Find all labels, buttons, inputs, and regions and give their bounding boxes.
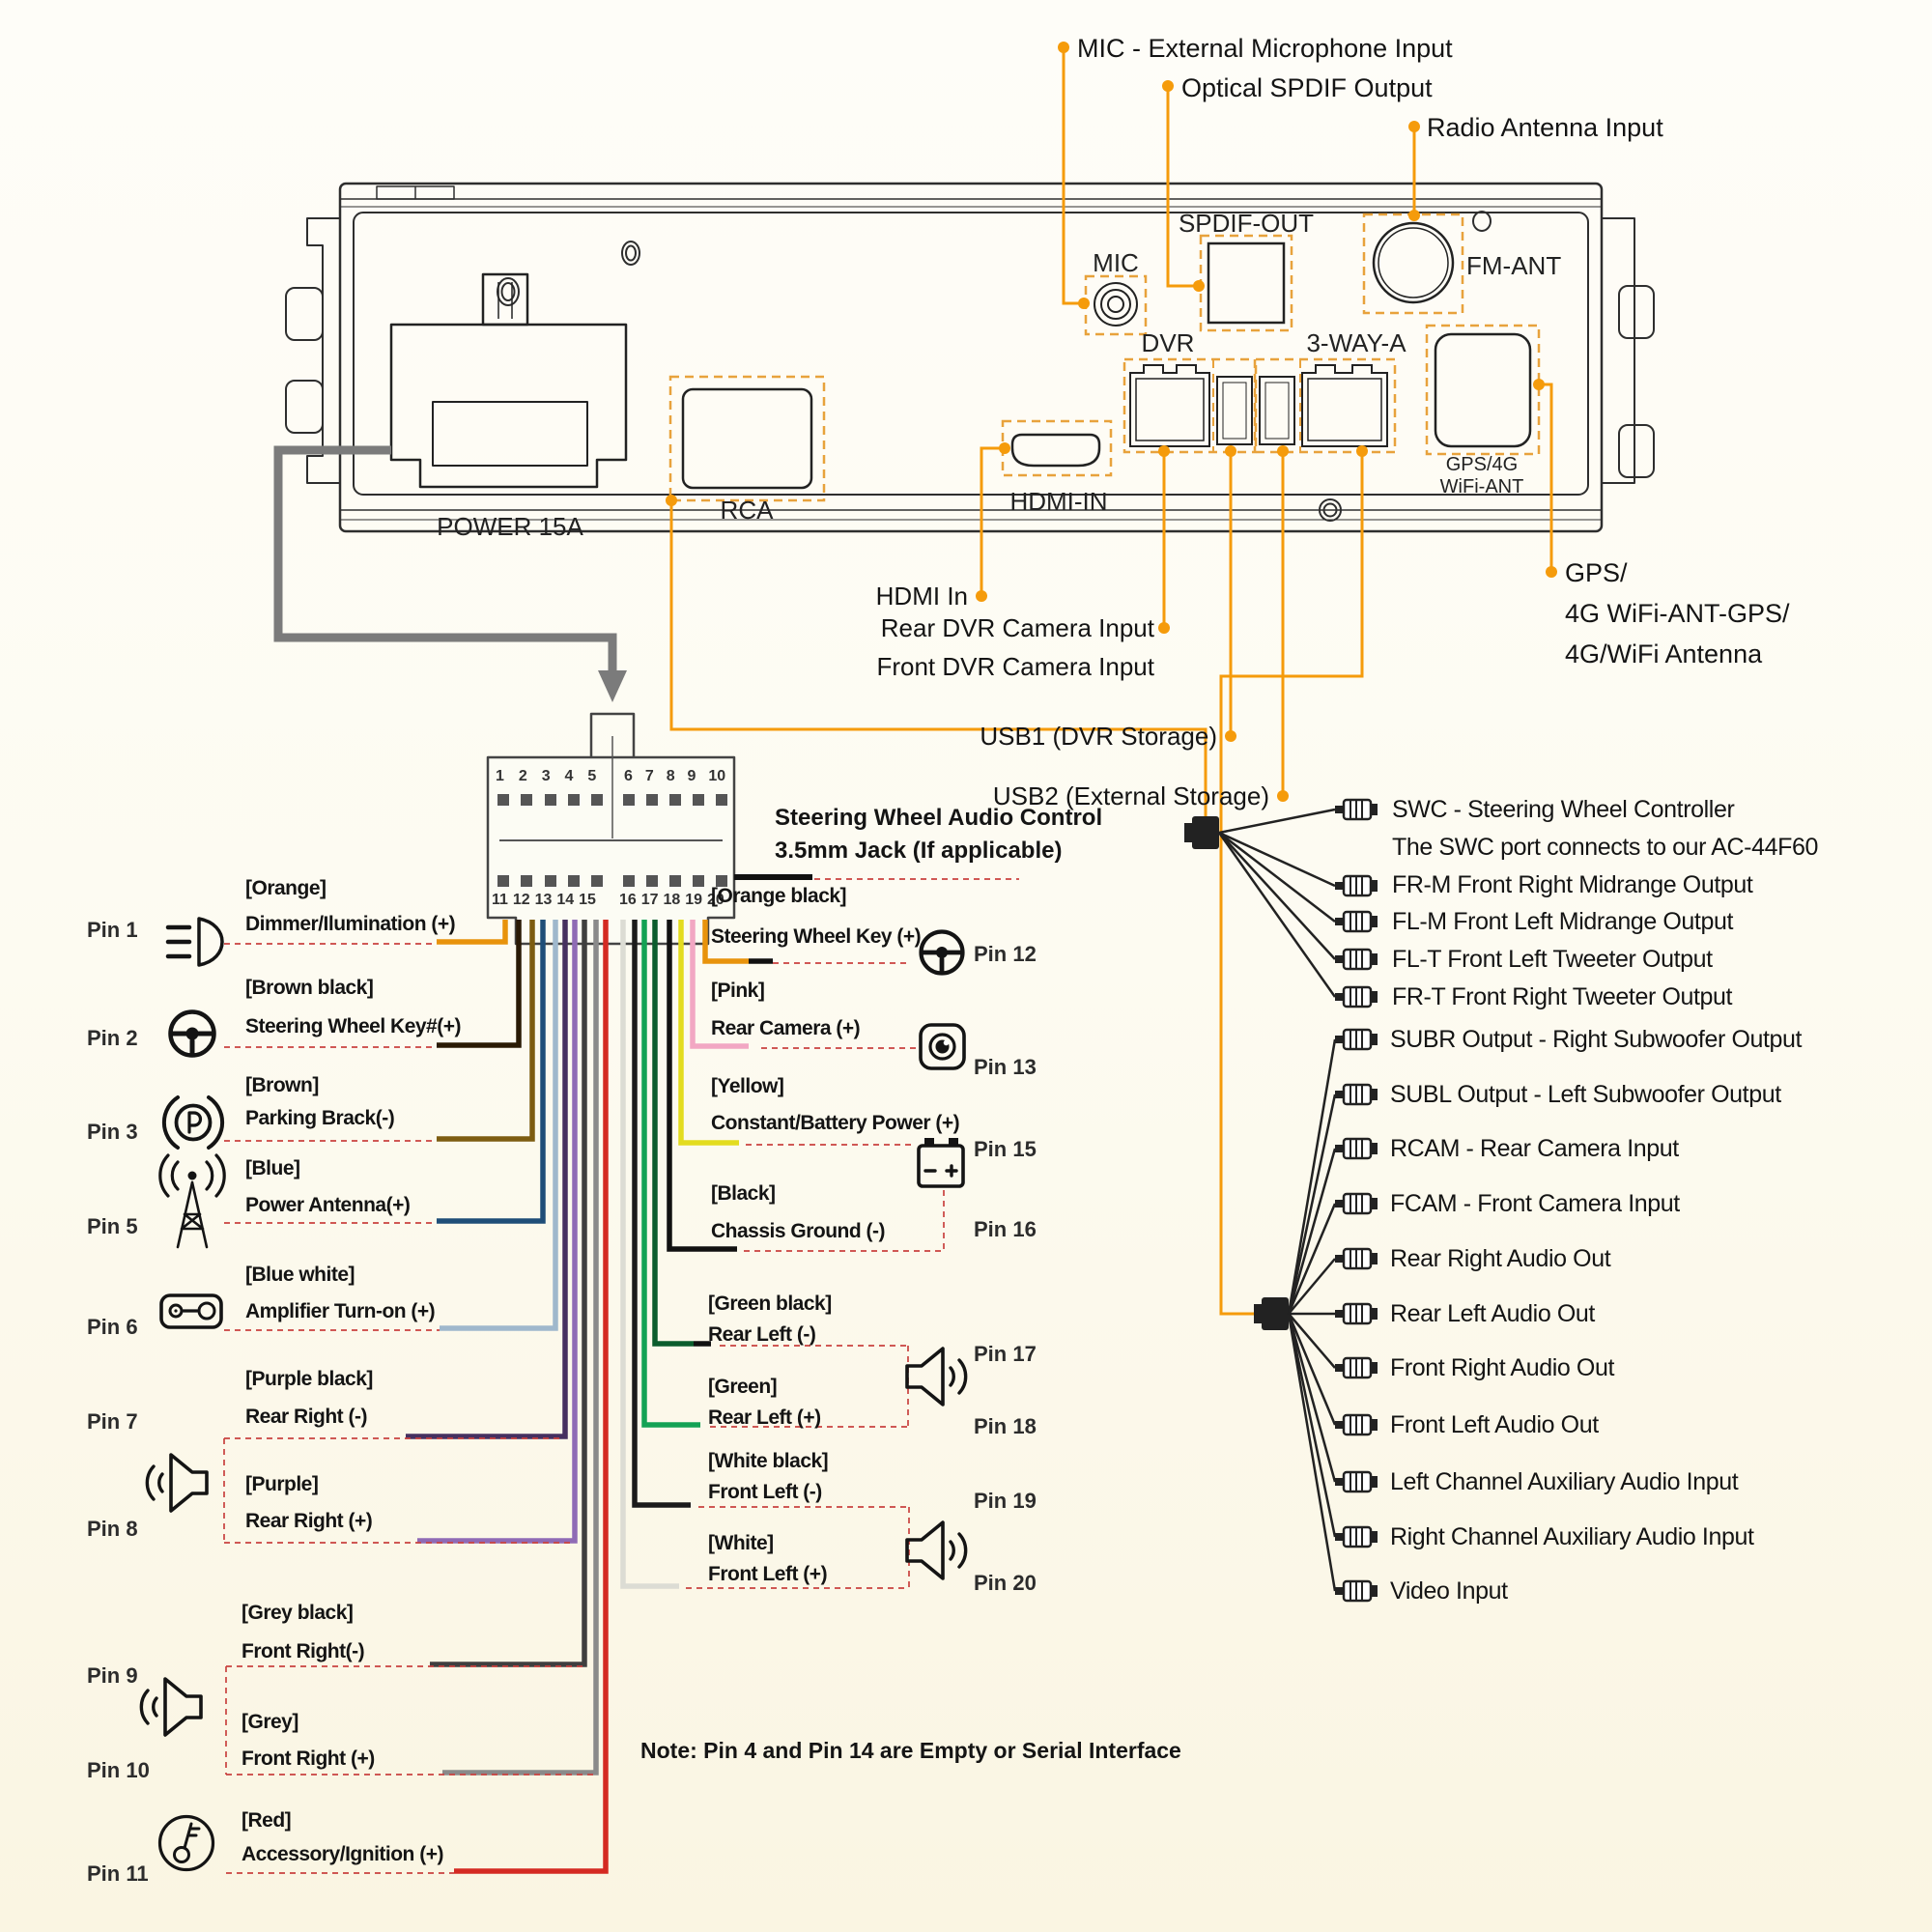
rca-plug-icon xyxy=(1335,1139,1378,1158)
gps-label-1: GPS/ xyxy=(1565,558,1628,587)
pin5-label: Power Antenna(+) xyxy=(245,1194,411,1216)
usb2-label: USB2 (External Storage) xyxy=(992,781,1269,810)
pin16-number: Pin 16 xyxy=(974,1217,1037,1241)
rca-line-0: SUBR Output - Right Subwoofer Output xyxy=(1390,1026,1803,1053)
pin15-label: Constant/Battery Power (+) xyxy=(711,1112,960,1134)
rca-line-3: FCAM - Front Camera Input xyxy=(1390,1190,1680,1217)
usb1-label: USB1 (DVR Storage) xyxy=(980,722,1217,751)
pin12-color: [Orange black] xyxy=(711,885,847,907)
gps-port-label-2: WiFi-ANT xyxy=(1439,476,1524,497)
rca-plug-icon xyxy=(1335,1304,1378,1323)
wire-pin5 xyxy=(437,920,543,1221)
hdmi-port-label: HDMI-IN xyxy=(1009,487,1108,516)
pin12-label: Steering Wheel Key (+) xyxy=(711,925,922,948)
rca-line-10: Video Input xyxy=(1390,1577,1508,1605)
dvr-port-label: DVR xyxy=(1141,328,1195,357)
pin20-label: Front Left (+) xyxy=(708,1563,828,1585)
pin-numbers-row2-right: 16 17 18 19 20 xyxy=(619,892,724,908)
jack-lead-line xyxy=(734,877,1019,879)
fm-ant-port-label: FM-ANT xyxy=(1466,251,1562,280)
pin19-label: Front Left (-) xyxy=(708,1481,822,1503)
rca-plug-icon xyxy=(1335,912,1378,931)
rca-line-7: Front Left Audio Out xyxy=(1390,1411,1599,1438)
speaker-icon xyxy=(907,1349,966,1405)
pin12-number: Pin 12 xyxy=(974,942,1037,966)
camera-icon xyxy=(921,1025,964,1068)
rca-plug-icon xyxy=(1335,876,1378,895)
rca-line-8: Left Channel Auxiliary Audio Input xyxy=(1390,1468,1739,1495)
pin19-color: [White black] xyxy=(708,1450,829,1472)
power-port-label: POWER 15A xyxy=(437,512,583,541)
steering-wheel-icon xyxy=(922,932,963,974)
pin3-number: Pin 3 xyxy=(87,1120,138,1144)
callout-mic-label: MIC - External Microphone Input xyxy=(1077,34,1453,63)
pin13-number: Pin 13 xyxy=(974,1055,1037,1079)
pin-numbers-row1-left: 1 2 3 4 5 xyxy=(496,768,597,784)
rca-port xyxy=(670,377,824,500)
pin18-color: [Green] xyxy=(708,1376,778,1398)
swc-line-1: The SWC port connects to our AC-44F60 xyxy=(1392,834,1818,861)
spdif-port-label: SPDIF-OUT xyxy=(1178,209,1315,238)
pin11-label: Accessory/Ignition (+) xyxy=(242,1843,443,1865)
pin9-label: Front Right(-) xyxy=(242,1640,365,1662)
swc-fan-lines xyxy=(1219,810,1335,997)
front-dvr-label: Front DVR Camera Input xyxy=(876,652,1154,681)
hdmi-in-label: HDMI In xyxy=(875,582,968,611)
rca-plug-icon xyxy=(1335,1249,1378,1268)
pin15-color: [Yellow] xyxy=(711,1075,784,1097)
pin-connector-block xyxy=(488,714,734,944)
mic-port-label: MIC xyxy=(1093,248,1139,277)
rca-plug-icon xyxy=(1335,950,1378,969)
pin8-color: [Purple] xyxy=(245,1473,319,1495)
rca-plug-icon xyxy=(1335,1194,1378,1213)
pin10-color: [Grey] xyxy=(242,1711,298,1733)
rca-fan-lines xyxy=(1289,1039,1335,1591)
screw-holes xyxy=(497,209,1491,521)
swc-line-2: FR-M Front Right Midrange Output xyxy=(1392,871,1753,898)
rca-line-4: Rear Right Audio Out xyxy=(1390,1245,1611,1272)
footnote: Note: Pin 4 and Pin 14 are Empty or Serial Interface xyxy=(640,1738,1181,1763)
wire-pin17 xyxy=(655,920,694,1344)
fm-ant-port xyxy=(1364,214,1463,313)
rca-harness-connector xyxy=(1254,1030,1378,1601)
pin-numbers-row1-right: 6 7 8 9 10 xyxy=(624,768,726,784)
hdmi-port xyxy=(1003,421,1111,475)
swc-line-4: FL-T Front Left Tweeter Output xyxy=(1392,946,1713,973)
swc-line-0: SWC - Steering Wheel Controller xyxy=(1392,796,1735,823)
swc-jack-label-1: Steering Wheel Audio Control xyxy=(775,805,1103,831)
rca-plug-icon xyxy=(1335,1472,1378,1492)
pin6-number: Pin 6 xyxy=(87,1315,138,1339)
three-way-port-label: 3-WAY-A xyxy=(1306,328,1406,357)
rca-line-9: Right Channel Auxiliary Audio Input xyxy=(1390,1523,1754,1550)
spdif-port xyxy=(1201,236,1292,330)
pin5-color: [Blue] xyxy=(245,1157,300,1179)
rca-plug-icon xyxy=(1335,1527,1378,1547)
gps-port-label-1: GPS/4G xyxy=(1445,454,1519,475)
pin2-label: Steering Wheel Key#(+) xyxy=(245,1015,461,1037)
pin10-number: Pin 10 xyxy=(87,1758,150,1782)
parking-brake-icon xyxy=(164,1097,222,1148)
pin15-number: Pin 15 xyxy=(974,1137,1037,1161)
rca-line-2: RCAM - Rear Camera Input xyxy=(1390,1135,1679,1162)
rca-line-1: SUBL Output - Left Subwoofer Output xyxy=(1390,1081,1781,1108)
pin8-label: Rear Right (+) xyxy=(245,1510,373,1532)
swc-line-5: FR-T Front Right Tweeter Output xyxy=(1392,983,1733,1010)
pin18-number: Pin 18 xyxy=(974,1414,1037,1438)
pin13-label: Rear Camera (+) xyxy=(711,1017,861,1039)
pin11-number: Pin 11 xyxy=(87,1861,149,1886)
pin17-color: [Green black] xyxy=(708,1293,832,1315)
pin13-color: [Pink] xyxy=(711,980,765,1002)
pin9-number: Pin 9 xyxy=(87,1663,138,1688)
pin7-number: Pin 7 xyxy=(87,1409,138,1434)
pin19-number: Pin 19 xyxy=(974,1489,1037,1513)
pin1-number: Pin 1 xyxy=(87,918,138,942)
pin1-label: Dimmer/Ilumination (+) xyxy=(245,913,456,935)
pin18-label: Rear Left (+) xyxy=(708,1406,821,1429)
swc-jack-label-2: 3.5mm Jack (If applicable) xyxy=(775,838,1063,864)
swc-line-3: FL-M Front Left Midrange Output xyxy=(1392,908,1734,935)
pin16-label: Chassis Ground (-) xyxy=(711,1220,886,1242)
headlight-icon xyxy=(168,919,222,965)
rca-line-6: Front Right Audio Out xyxy=(1390,1354,1615,1381)
rca-plug-icon xyxy=(1335,987,1378,1007)
mic-port xyxy=(1086,276,1146,334)
gps-label-3: 4G/WiFi Antenna xyxy=(1565,639,1763,668)
pin16-color: [Black] xyxy=(711,1182,776,1205)
pin2-color: [Brown black] xyxy=(245,977,374,999)
power-port xyxy=(391,274,626,487)
rca-line-5: Rear Left Audio Out xyxy=(1390,1300,1595,1327)
steering-wheel-icon xyxy=(171,1012,214,1056)
rear-dvr-label: Rear DVR Camera Input xyxy=(880,613,1154,642)
amplifier-icon xyxy=(161,1295,221,1327)
rca-plug-icon xyxy=(1335,1581,1378,1601)
wire-pin6 xyxy=(440,920,555,1328)
pin17-label: Rear Left (-) xyxy=(708,1323,816,1346)
pin8-number: Pin 8 xyxy=(87,1517,138,1541)
pin7-color: [Purple black] xyxy=(245,1368,373,1390)
antenna-icon xyxy=(160,1155,224,1247)
three-way-a-port xyxy=(1256,359,1395,452)
pin2-number: Pin 2 xyxy=(87,1026,138,1050)
rca-plug-icon xyxy=(1335,1358,1378,1378)
rca-port-label: RCA xyxy=(720,496,774,525)
pin7-label: Rear Right (-) xyxy=(245,1406,367,1428)
pin3-color: [Brown] xyxy=(245,1074,319,1096)
gps-ant-port xyxy=(1427,326,1539,454)
speaker-icon xyxy=(141,1679,201,1735)
pin3-label: Parking Brack(-) xyxy=(245,1107,395,1129)
wire-pin8 xyxy=(417,920,575,1541)
dvr-port xyxy=(1124,359,1255,452)
pin6-color: [Blue white] xyxy=(245,1264,355,1286)
speaker-icon xyxy=(907,1522,966,1578)
pin9-color: [Grey black] xyxy=(242,1602,354,1624)
gps-label-2: 4G WiFi-ANT-GPS/ xyxy=(1565,599,1790,628)
pin5-number: Pin 5 xyxy=(87,1214,138,1238)
pin6-label: Amplifier Turn-on (+) xyxy=(245,1300,436,1322)
callout-spdif-label: Optical SPDIF Output xyxy=(1181,73,1433,102)
pin10-label: Front Right (+) xyxy=(242,1747,375,1770)
pin17-number: Pin 17 xyxy=(974,1342,1037,1366)
swc-harness-connector xyxy=(1184,800,1378,1007)
pin20-color: [White] xyxy=(708,1532,774,1554)
rca-plug-icon xyxy=(1335,1030,1378,1049)
speaker-icon xyxy=(147,1455,207,1511)
pin-numbers-row2-left: 11 12 13 14 15 xyxy=(492,892,596,908)
rca-plug-icon xyxy=(1335,800,1378,819)
rca-plug-icon xyxy=(1335,1085,1378,1104)
pin1-color: [Orange] xyxy=(245,877,327,899)
rca-plug-icon xyxy=(1335,1415,1378,1435)
pin20-number: Pin 20 xyxy=(974,1571,1037,1595)
pin11-color: [Red] xyxy=(242,1809,292,1832)
battery-icon xyxy=(919,1138,963,1186)
callout-radio-label: Radio Antenna Input xyxy=(1427,113,1663,142)
ignition-key-icon xyxy=(160,1817,213,1870)
